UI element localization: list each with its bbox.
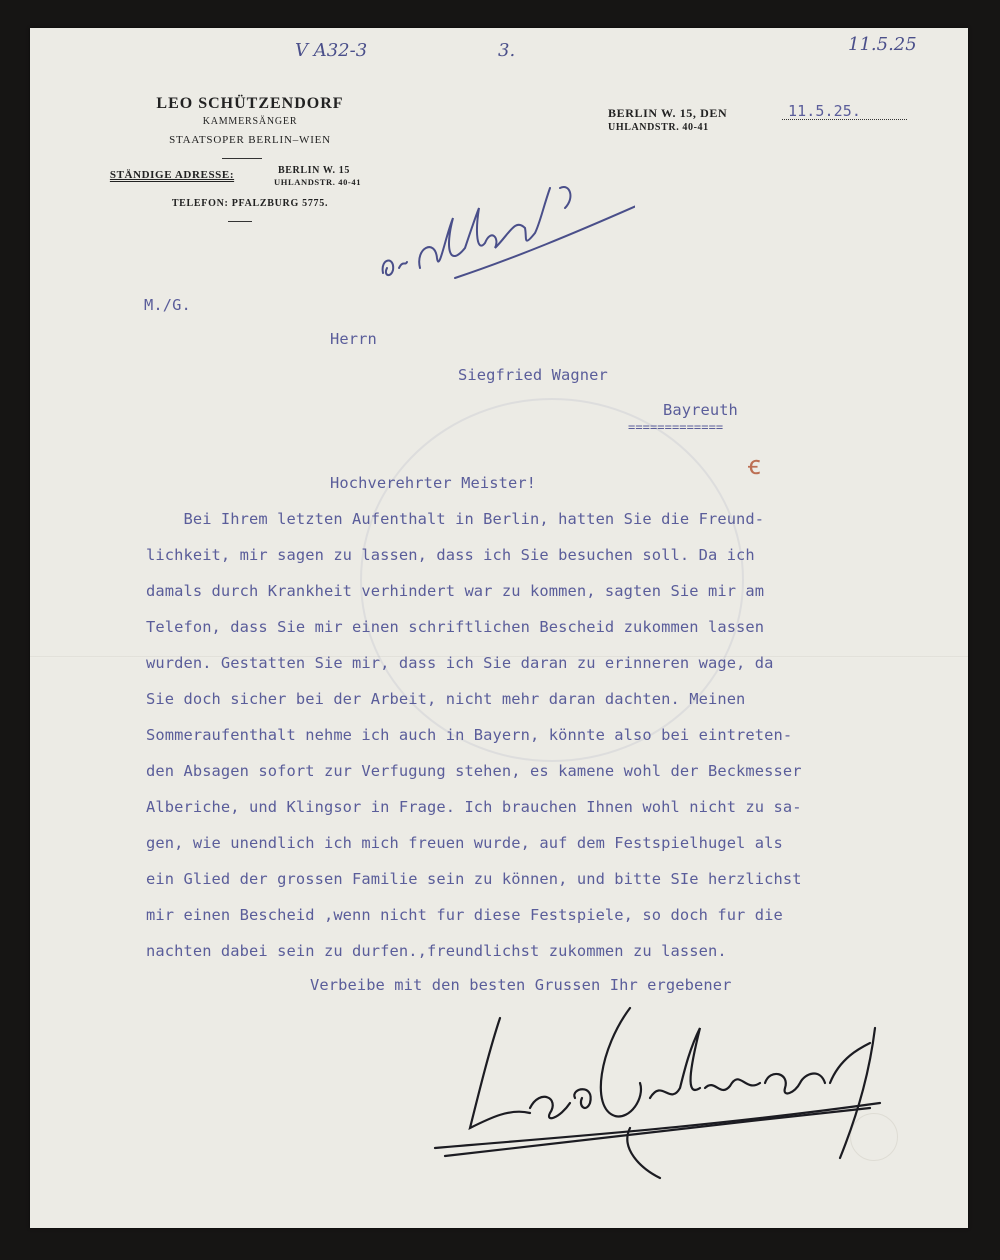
- pencil-annotation: [375, 178, 635, 288]
- letter-body-line: Bei Ihrem letzten Aufenthalt in Berlin, hatten Sie die Freund-: [146, 510, 765, 528]
- letter-body-line: damals durch Krankheit verhindert war zu kommen, sagten Sie mir am: [146, 582, 765, 600]
- dateline-date: 11.5.25.: [788, 102, 862, 120]
- letter-body-line: nachten dabei sein zu durfen.,freundlichst zukommen zu lassen.: [146, 942, 727, 960]
- letter-body-line: den Absagen sofort zur Verfugung stehen, es kamene wohl der Beckmesser: [146, 762, 802, 780]
- letterhead-title: KAMMERSÄNGER: [202, 116, 298, 127]
- archive-date: 11.5.25: [848, 34, 917, 55]
- letter-body-line: gen, wie unendlich ich mich freuen wurde, auf dem Festspielhugel als: [146, 834, 783, 852]
- dateline-street: UHLANDSTR. 40-41: [608, 122, 709, 133]
- letter-body-line: wurden. Gestatten Sie mir, dass ich Sie daran zu erinneren wage, da: [146, 654, 774, 672]
- closing-line: Verbeibe mit den besten Grussen Ihr ergebener: [310, 976, 732, 994]
- letter-body-line: lichkeit, mir sagen zu lassen, dass ich Sie besuchen soll. Da ich: [146, 546, 755, 564]
- recipient-place: Bayreuth: [663, 401, 738, 419]
- salutation-herrn: Herrn: [330, 330, 377, 348]
- letterhead-phone: TELEFON: PFALZBURG 5775.: [171, 198, 329, 209]
- dateline-dotted-line: [782, 119, 907, 120]
- red-ink-mark: ꞓ: [748, 451, 761, 481]
- letter-paper: [30, 28, 968, 1228]
- letter-body-line: Telefon, dass Sie mir einen schriftlichen Bescheid zukommen lassen: [146, 618, 765, 636]
- letter-body-line: Sommeraufenthalt nehme ich auch in Bayern, könnte also bei eintreten-: [146, 726, 793, 744]
- handwritten-signature: [400, 988, 920, 1188]
- recipient-name: Siegfried Wagner: [458, 366, 608, 384]
- letter-body-line: Sie doch sicher bei der Arbeit, nicht mehr daran dachten. Meinen: [146, 690, 746, 708]
- place-underline: =============: [628, 420, 724, 434]
- archive-reference: V A32-3: [295, 40, 368, 61]
- letter-body-line: ein Glied der grossen Familie sein zu können, und bitte SIe herzlichst: [146, 870, 802, 888]
- letterhead-address-city: BERLIN W. 15: [278, 165, 350, 176]
- greeting: Hochverehrter Meister!: [330, 474, 537, 492]
- letterhead-divider-2: [228, 221, 252, 222]
- letterhead-name: LEO SCHÜTZENDORF: [156, 95, 344, 112]
- dateline-city: BERLIN W. 15, DEN: [608, 106, 728, 120]
- letterhead-divider: [222, 158, 262, 159]
- page-number: 3.: [498, 40, 516, 61]
- letter-body-line: Alberiche, und Klingsor in Frage. Ich brauchen Ihnen wohl nicht zu sa-: [146, 798, 802, 816]
- permanent-address-label: STÄNDIGE ADRESSE:: [109, 169, 235, 181]
- letter-reference: M./G.: [144, 296, 191, 314]
- letterhead-address-street: UHLANDSTR. 40-41: [274, 177, 362, 187]
- letterhead-opera: STAATSOPER BERLIN–WIEN: [169, 134, 331, 146]
- letter-body-line: mir einen Bescheid ,wenn nicht fur diese Festspiele, so doch fur die: [146, 906, 783, 924]
